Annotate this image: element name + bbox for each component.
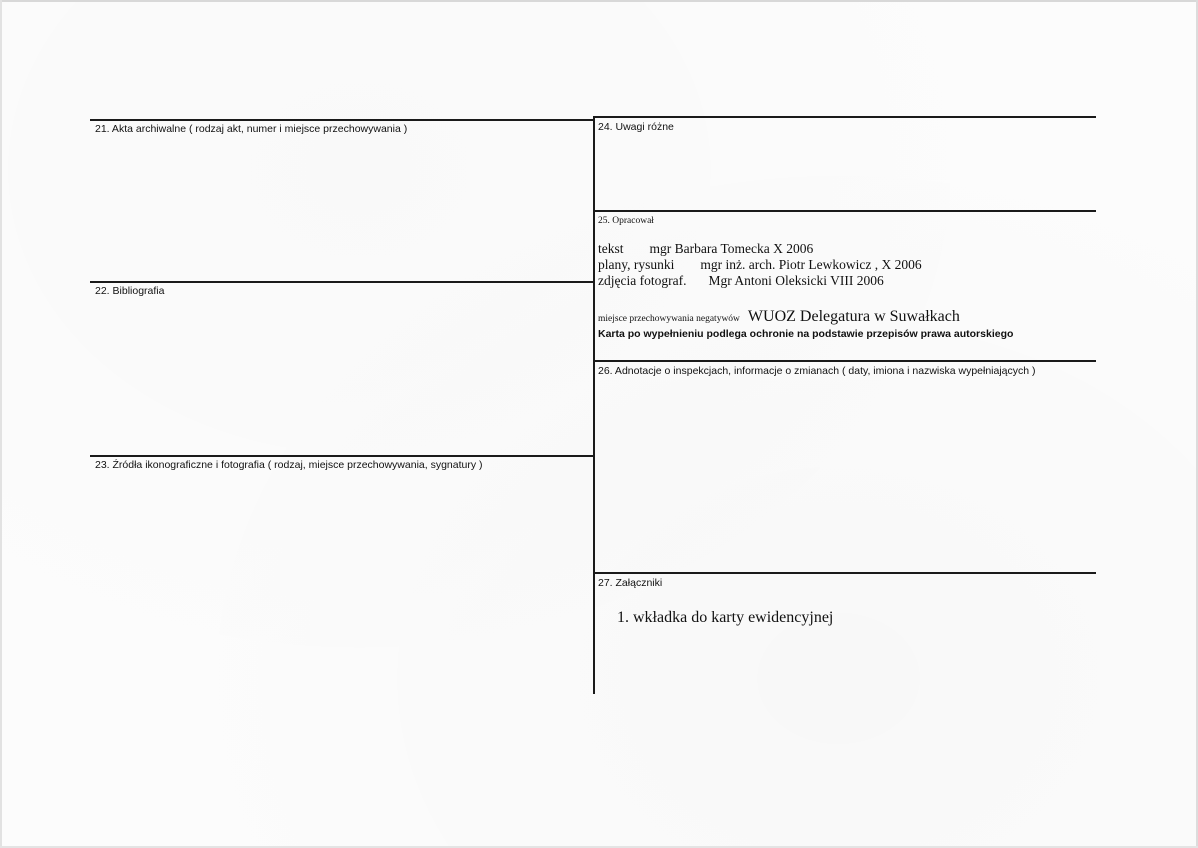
section-23-label: 23. Źródła ikonograficzne i fotografia ( rodzaj, miejsce przechowywania, sygnatury )	[95, 459, 483, 471]
author-row-text	[598, 241, 813, 257]
rule-section-22	[90, 281, 595, 283]
section-25-label: 25. Opracował	[598, 216, 654, 226]
section-21-label: 21. Akta archiwalne ( rodzaj akt, numer i miejsce przechowywania )	[95, 123, 408, 135]
rule-section-26	[594, 360, 1096, 362]
rule-top-left	[90, 119, 595, 121]
rule-section-25	[594, 210, 1096, 212]
page-edge-left	[0, 0, 2, 848]
author-person: mgr Barbara Tomecka X 2006	[649, 241, 814, 256]
section-24-label: 24. Uwagi różne	[598, 121, 674, 133]
author-row-photos	[598, 273, 884, 289]
rule-top-right	[594, 116, 1096, 118]
author-role: plany, rysunki	[598, 257, 675, 272]
author-row-drawings	[598, 257, 922, 273]
rule-section-27	[594, 572, 1096, 574]
section-27-label: 27. Załączniki	[598, 577, 663, 589]
column-divider	[593, 116, 595, 694]
negatives-label: miejsce przechowywania negatywów	[598, 314, 740, 324]
attachment-item: 1. wkładka do karty ewidencyjnej	[617, 609, 834, 626]
negatives-location	[598, 308, 960, 326]
section-22-label: 22. Bibliografia	[95, 285, 165, 297]
author-person: mgr inż. arch. Piotr Lewkowicz , X 2006	[700, 257, 922, 272]
negatives-value: WUOZ Delegatura w Suwałkach	[747, 308, 960, 325]
copyright-note: Karta po wypełnieniu podlega ochronie na podstawie przepisów prawa autorskiego	[598, 328, 1014, 340]
section-26-label: 26. Adnotacje o inspekcjach, informacje o zmianach ( daty, imiona i nazwiska wypełniających )	[598, 365, 1036, 377]
author-person: Mgr Antoni Oleksicki VIII 2006	[708, 273, 884, 288]
author-role: zdjęcia fotograf.	[598, 273, 687, 288]
page-edge-top	[0, 0, 1198, 2]
author-role: tekst	[598, 241, 624, 256]
rule-section-23	[90, 455, 595, 457]
